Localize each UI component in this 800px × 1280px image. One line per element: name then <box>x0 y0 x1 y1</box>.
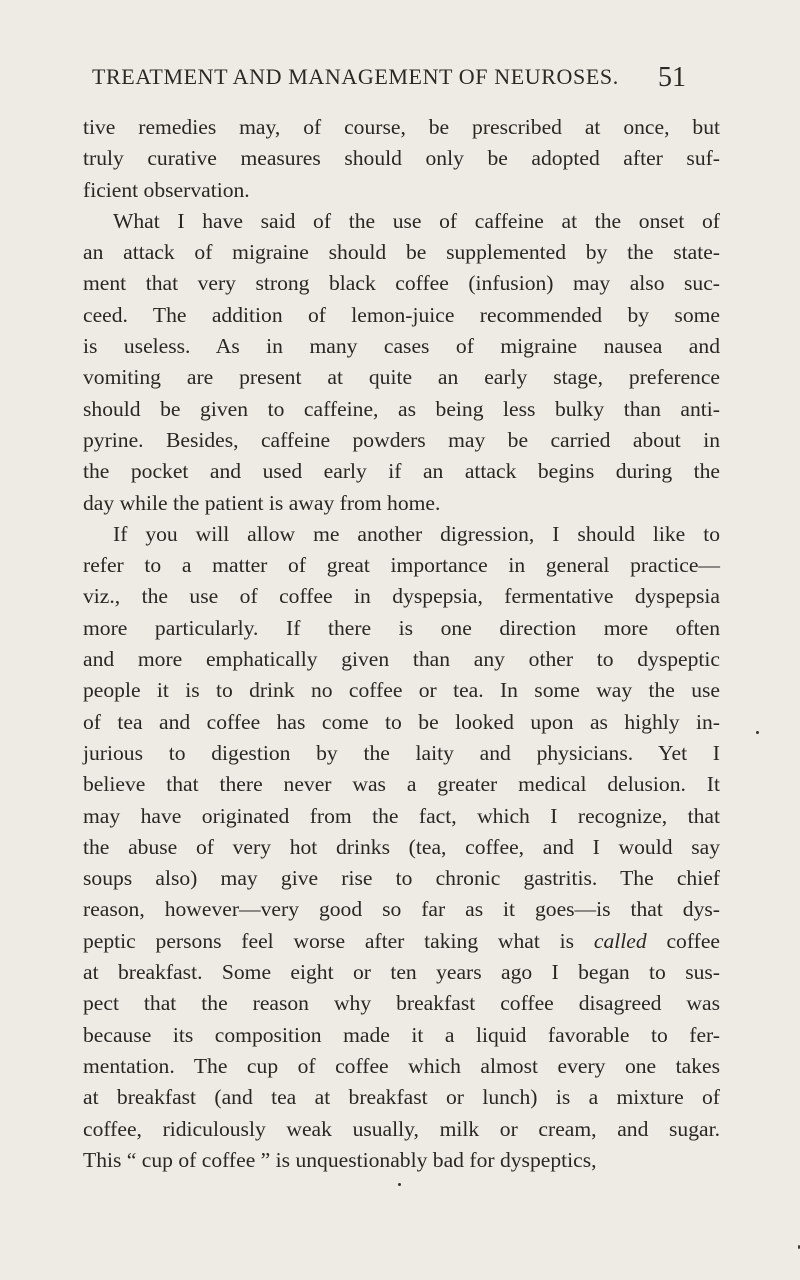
text-line: vomiting are present at quite an early stage, preference <box>83 365 720 390</box>
text-line: because its composition made it a liquid favorable to fer- <box>83 1022 720 1047</box>
text-line: is useless. As in many cases of migraine nausea and <box>83 334 720 359</box>
text-line: What I have said of the use of caffeine at the onset of <box>113 208 720 233</box>
text-line: believe that there never was a greater medical delusion. It <box>83 772 720 797</box>
text-line: truly curative measures should only be adopted after suf- <box>83 146 720 171</box>
paragraph <box>83 112 720 206</box>
text-line: and more emphatically given than any other to dyspeptic <box>83 647 720 672</box>
text-line: coffee, ridiculously weak usually, milk or cream, and sugar. <box>83 1116 720 1141</box>
running-header <box>92 62 686 96</box>
text-line: should be given to caffeine, as being less bulky than anti- <box>83 396 720 421</box>
text-line: tive remedies may, of course, be prescribed at once, but <box>83 115 720 139</box>
text-line: reason, however—very good so far as it goes—is that dys- <box>83 897 720 922</box>
text-line: may have originated from the fact, which I recognize, that <box>83 803 720 828</box>
running-title: TREATMENT AND MANAGEMENT OF NEUROSES. <box>92 64 619 89</box>
print-speck <box>756 731 759 734</box>
page-number: 51 <box>658 62 686 93</box>
text-line: more particularly. If there is one direction more often <box>83 615 720 640</box>
text-line: ficient observation. <box>83 177 250 202</box>
text-line: the abuse of very hot drinks (tea, coffee, and I would say <box>83 834 720 859</box>
text-line: refer to a matter of great importance in general practice— <box>83 553 720 578</box>
emphasized-word: called <box>593 928 647 953</box>
text-line: pyrine. Besides, caffeine powders may be carried about in <box>83 427 720 452</box>
paragraph <box>83 206 720 519</box>
text-line: ceed. The addition of lemon-juice recommended by some <box>83 302 720 327</box>
body-text <box>83 112 720 1176</box>
text-line: an attack of migraine should be supplemented by the state- <box>83 240 720 265</box>
text-line: If you will allow me another digression, I should like to <box>113 521 720 546</box>
text-line: viz., the use of coffee in dyspepsia, fermentative dyspepsia <box>83 584 720 609</box>
text-line: soups also) may give rise to chronic gastritis. The chief <box>83 866 720 891</box>
text-line: ment that very strong black coffee (infusion) may also suc- <box>83 271 720 296</box>
text-line: This “ cup of coffee ” is unquestionably bad for dyspeptics, <box>83 1147 597 1172</box>
text-line: at breakfast (and tea at breakfast or lunch) is a mixture of <box>83 1085 720 1110</box>
text-line: at breakfast. Some eight or ten years ago I began to sus- <box>83 960 720 985</box>
text-line: of tea and coffee has come to be looked upon as highly in- <box>83 709 720 734</box>
paragraph <box>83 519 720 1176</box>
text-line: pect that the reason why breakfast coffee disagreed was <box>83 991 720 1016</box>
text-line: peptic persons feel worse after taking what is called coffee <box>83 928 720 953</box>
text-line: the pocket and used early if an attack begins during the <box>83 459 720 484</box>
print-speck <box>398 1183 401 1186</box>
text-line: jurious to digestion by the laity and physicians. Yet I <box>83 740 720 765</box>
text-line: mentation. The cup of coffee which almost every one takes <box>83 1053 720 1078</box>
text-line: people it is to drink no coffee or tea. In some way the use <box>83 678 720 703</box>
text-line: day while the patient is away from home. <box>83 490 441 515</box>
